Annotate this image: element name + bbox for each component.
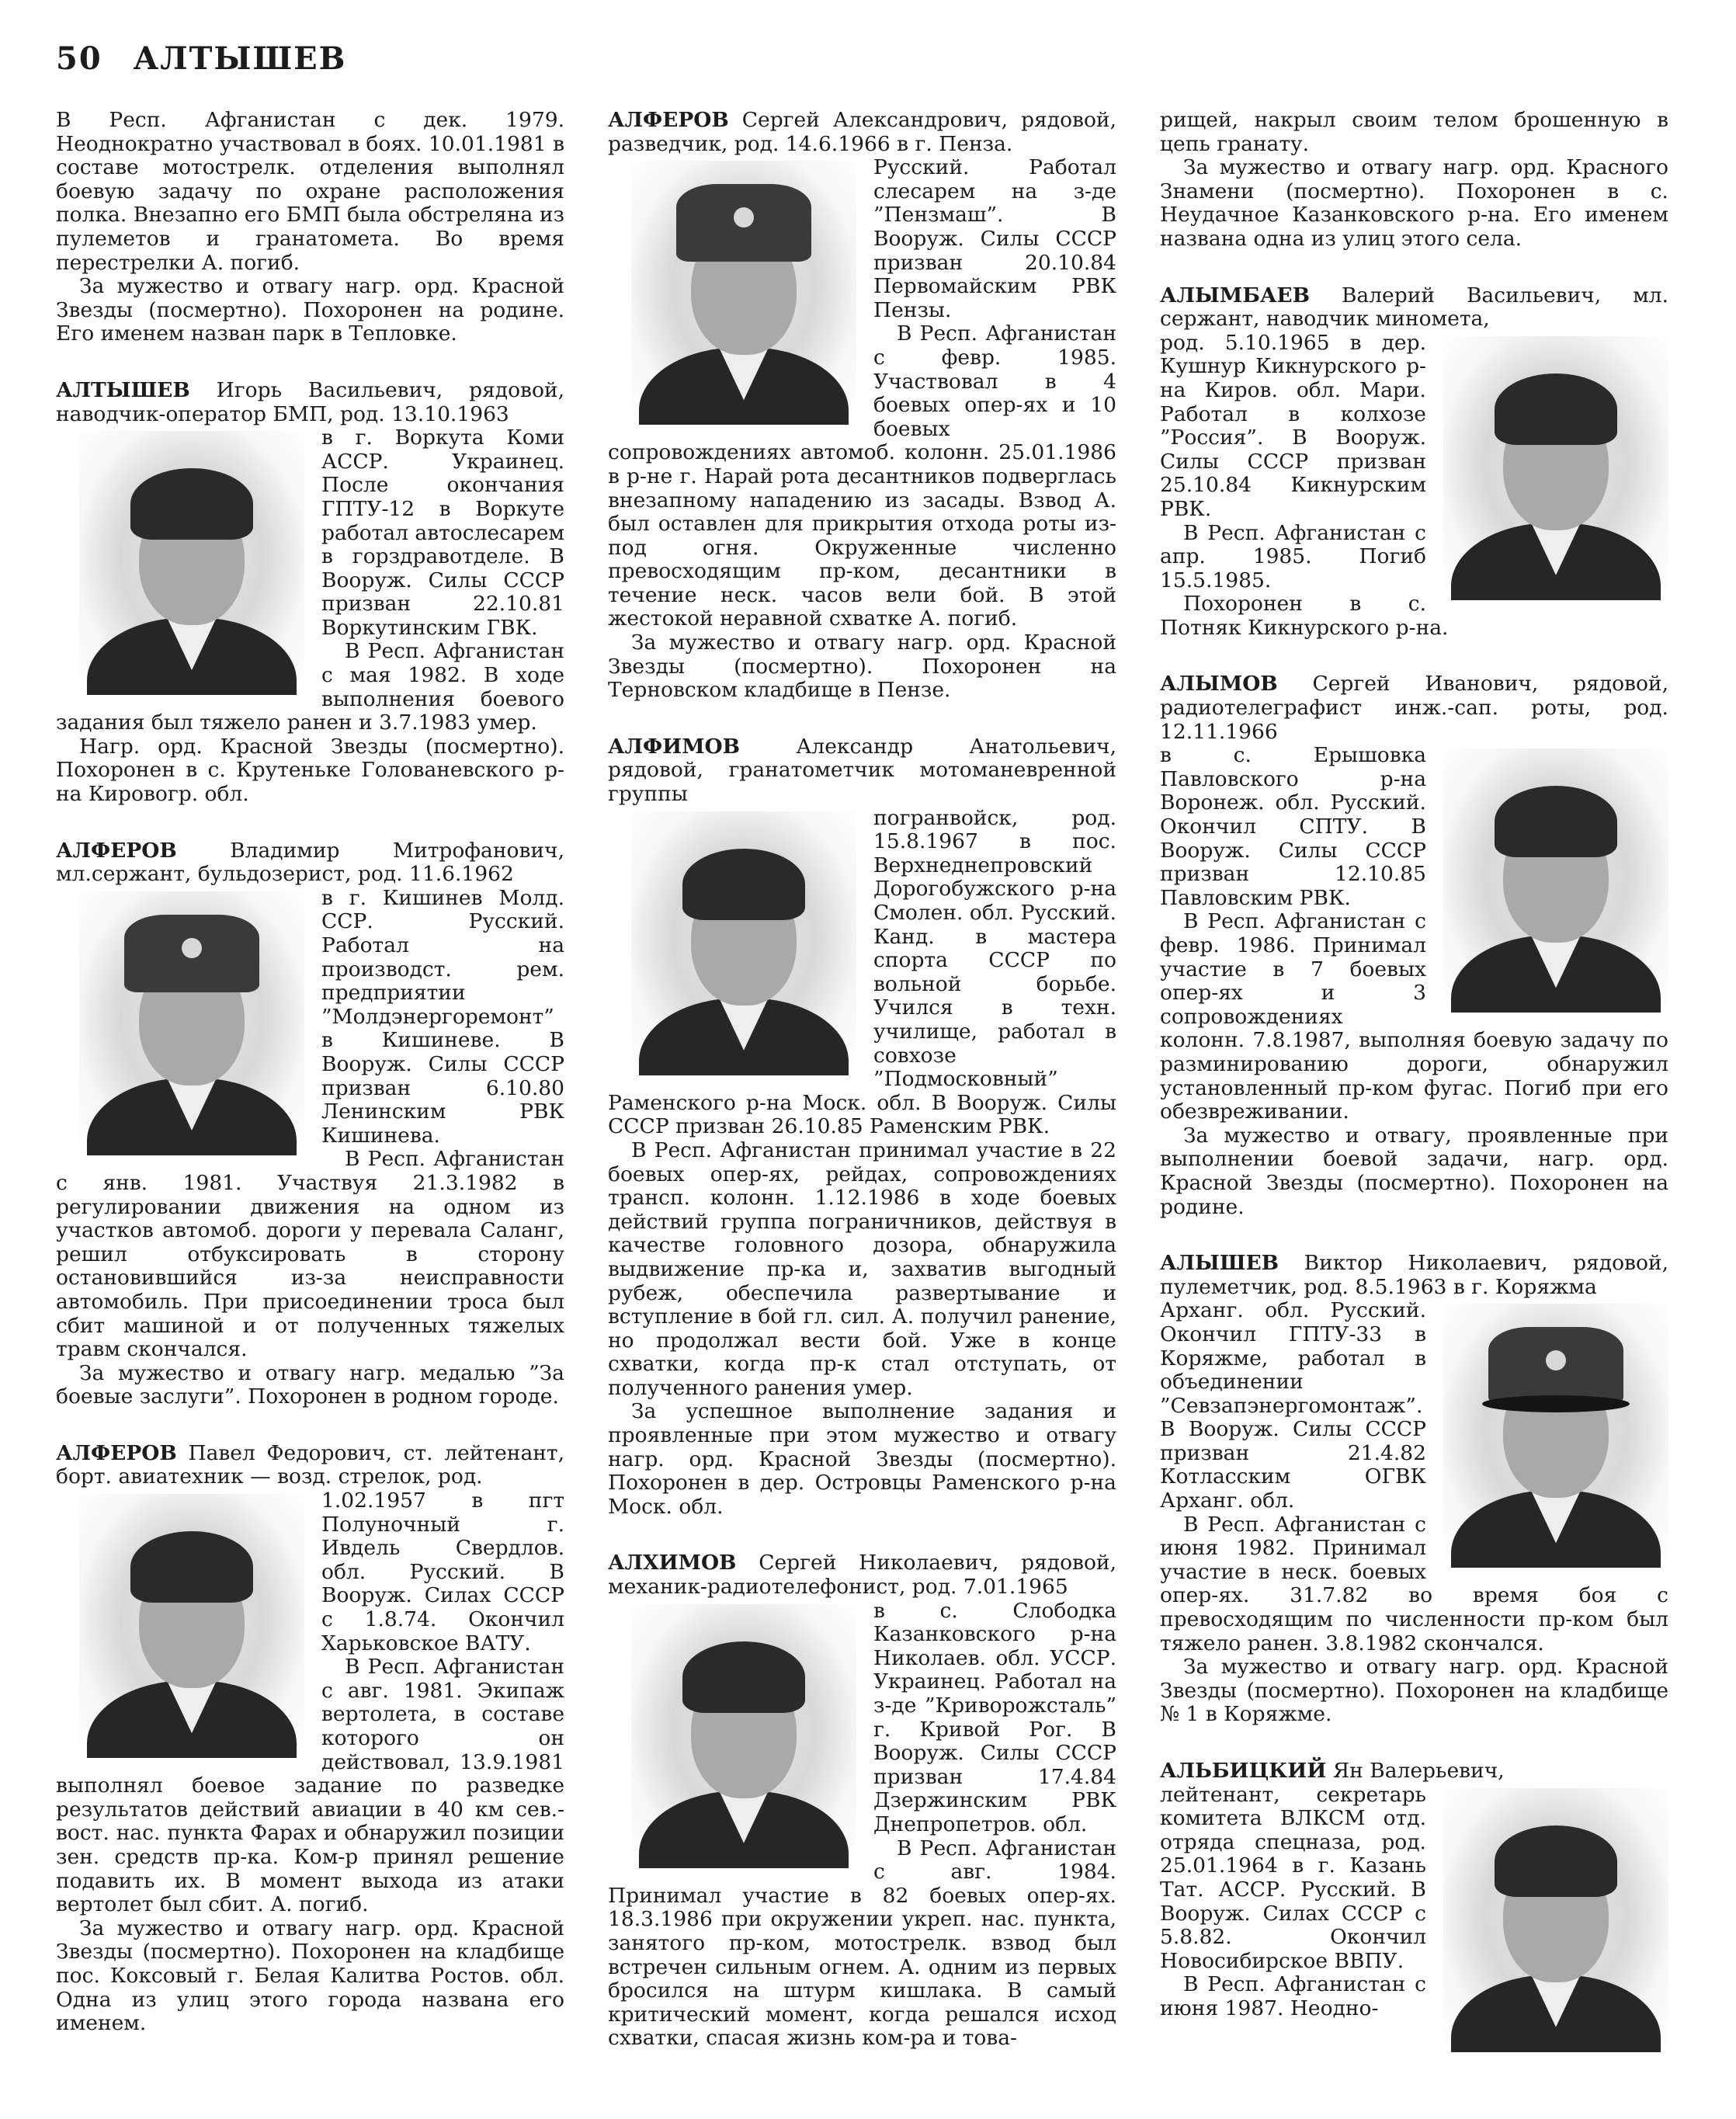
- entry-alymov: [1160, 672, 1668, 1219]
- entry-albitsky: [1160, 1759, 1668, 2021]
- entry-lead: АЛЫМБАЕВ Валерий Васильевич, мл. сержант, наводчик минометa,: [1160, 283, 1668, 332]
- surname: АЛФЕРОВ: [56, 838, 177, 863]
- entry-alymbaev: [1160, 284, 1668, 641]
- entry-lead: АЛФЕРОВ Сергей Александрович, рядовой, разведчик, род. 14.6.1966 в г. Пенза.: [608, 108, 1116, 156]
- surname: АЛЫМБАЕВ: [1160, 283, 1311, 307]
- entry-alkhimov: [608, 1551, 1116, 2050]
- entry-lead: АЛЬБИЦКИЙ Ян Валерьевич,: [1160, 1759, 1505, 1783]
- portrait-photo: [631, 161, 856, 425]
- entry-continuation: [1160, 109, 1668, 252]
- entry-paragraph: Похоронен в с. Потняк Кикнурского р-на.: [1160, 592, 1449, 640]
- entry-lead: АЛФЕРОВ Владимир Митрофанович, мл.сержант, бульдозерист, род. 11.6.1962: [56, 838, 564, 887]
- entry-paragraph: Арханг. обл. Русский. Окончил ГПТУ-33 в Коряжме, работал в объединении ”Севзапэнергомонтаж”. В Вооруж. Силы СССР призван 21.4.82 Котласским ОГВК Арханг. обл.: [1160, 1298, 1426, 1513]
- entry-paragraph: За мужество и отвагу нагр. орд. Красного Знамени (посмертно). Похоронен в с. Неудачное Казанковского р-на. Его именем названа одна из улиц этого села.: [1160, 155, 1668, 251]
- entry-paragraph: В Респ. Афганистан с февр. 1985. Участвовал в 4 боевых опер-ях и 10 боевых сопровождениях автомоб. колонн. 25.01.1986 в р-не г. Нарай рота десантников подверглась внезапному нападению из засады. Взвод А. был оставлен для прикрытия отхода роты из-под огня. Окруженные численно превосходящим пр-ком, десантники в течение неск. часов вели бой. В этой жестокой неравной схватке А. погиб.: [608, 321, 1116, 631]
- entry-paragraph: в с. Слободка Казанковского р-на Николаев. обл. УССР. Украинец. Работал на з-де ”Криворожсталь” г. Кривой Рог. В Вооруж. Силы СССР призван 17.4.84 Дзержинским РВК Днепропетров. обл.: [873, 1598, 1116, 1836]
- entry-paragraph: За мужество и отвагу нагр. орд. Красной Звезды (посмертно). Похоронен на родине. Его именем назван парк в Тепловке.: [56, 274, 564, 346]
- entry-alferov-vladimir: [56, 839, 564, 1409]
- running-head-title: АЛТЫШЕВ: [133, 40, 347, 77]
- entry-paragraph: В Респ. Афганистан с июня 1982. Принимал участие в неск. боевых опер-ях. 31.7.82 во время боя с превосходящим по численности пр-ком был тяжело ранен. 3.8.1982 скончался.: [1160, 1512, 1668, 1655]
- entry-paragraph: В Респ. Афганистан с авг. 1981. Экипаж вертолета, в составе которого он действовал, 13.9.1981 выполнял боевое задание по разведке результатов действий авиации в 40 км сев.-вост. нас. пункта Фарах и обнаружил позиции зен. средств пр-ка. Ком-р принял решение подавить их. В момент выхода из атаки вертолет был сбит. А. погиб.: [56, 1655, 564, 1917]
- column-middle: [608, 109, 1116, 2051]
- surname: АЛХИМОВ: [608, 1551, 737, 1575]
- entry-paragraph: В Респ. Афганистан с мая 1982. В ходе выполнения боевого задания был тяжело ранен и 3.7.1983 умер.: [56, 639, 564, 735]
- portrait-photo: [1443, 1788, 1668, 2052]
- entry-paragraph: В Респ. Афганистан принимал участие в 22 боевых опер-ях, рейдах, сопровождениях трансп. колонн. 1.12.1986 в ходе боевых действий группа пограничников, действуя в качестве головного дозора, обнаружила выдвижение пр-ка и, захватив выгодный рубеж, обеспечила развертывание и вступление в бой гл. сил. А. получил ранение, но продолжал вести бой. Уже в конце схватки, когда пр-к стал отступать, от полученного ранения умер.: [608, 1138, 1116, 1400]
- entry-paragraph: В Респ. Афганистан с июня 1987. Неодно-: [1160, 1972, 1426, 2020]
- entry-paragraph: погранвойск, род. 15.8.1967 в пос. Верхнеднепровский Дорогобужского р-на Смолен. обл. Русский. Канд. в мастера спорта СССР по вольной борьбе. Учился в техн. училище, работал в совхозе ”Подмосковный” Раменского р-на Моск. обл. В Вооруж. Силы СССР призван 26.10.85 Раменским РВК.: [608, 805, 1116, 1139]
- surname: АЛЫМОВ: [1160, 672, 1278, 696]
- entry-continuation: [56, 109, 564, 346]
- entry-lead: АЛТЫШЕВ Игорь Васильевич, рядовой, наводчик-оператор БМП, род. 13.10.1963: [56, 377, 564, 426]
- entry-paragraph: За мужество и отвагу нагр. орд. Красной Звезды (посмертно). Похоронен на кладбище № 1 в Коряжме.: [1160, 1655, 1668, 1727]
- entry-paragraph: в с. Ерышовка Павловского р-на Воронеж. обл. Русский. Окончил СПТУ. В Вооруж. Силы СССР призван 12.10.85 Павловским РВК.: [1160, 743, 1426, 910]
- entry-paragraph: За успешное выполнение задания и проявленные при этом мужество и отвагу нагр. орд. Красной Звезды (посмертно). Похоронен в дер. Островцы Раменского р-на Моск. обл.: [608, 1399, 1116, 1519]
- entry-altyshev: [56, 379, 564, 807]
- entry-paragraph: Русский. Работал слесарем на з-де ”Пензмаш”. В Вооруж. Силы СССР призван 20.10.84 Первомайским РВК Пензы.: [873, 155, 1116, 322]
- running-header: [56, 40, 346, 77]
- entry-paragraph: В Респ. Афганистан с дек. 1979. Неоднократно участвовал в боях. 10.01.1981 в составе мотострелк. отделения выполнял боевую задачу по охране расположения полка. Внезапно его БМП была обстреляна из пулеметов и гранатомета. Во время перестрелки А. погиб.: [56, 108, 564, 275]
- entry-paragraph: За мужество и отвагу нагр. медалью ”За боевые заслуги”. Похоронен в родном городе.: [56, 1360, 564, 1409]
- portrait-photo: [631, 811, 856, 1075]
- portrait-photo: [1443, 749, 1668, 1013]
- entry-paragraph: рищей, накрыл своим телом брошенную в цепь гранату.: [1160, 108, 1668, 156]
- portrait-photo: [79, 431, 304, 695]
- entry-paragraph: в г. Кишинев Молд. ССР. Русский. Работал на производст. рем. предприятии ”Молдэнергоремонт” в Кишиневе. В Вооруж. Силы СССР призван 6.10.80 Ленинским РВК Кишинева.: [321, 885, 564, 1148]
- entry-paragraph: За мужество и отвагу, проявленные при выполнении боевой задачи, нагр. орд. Красной Звезды (посмертно). Похоронен на родине.: [1160, 1123, 1668, 1219]
- portrait-photo: [79, 1494, 304, 1758]
- page-number: 50: [56, 40, 102, 77]
- entry-lead: АЛЫШЕВ Виктор Николаевич, рядовой, пулеметчик, род. 8.5.1963 в г. Коряжма: [1160, 1251, 1668, 1299]
- entry-alfimov: [608, 735, 1116, 1520]
- column-left: [56, 109, 564, 2036]
- entry-alferov-sergey: [608, 109, 1116, 703]
- portrait-photo: [631, 1604, 856, 1868]
- surname: АЛФИМОВ: [608, 734, 741, 759]
- column-right: [1160, 109, 1668, 2058]
- entry-paragraph: В Респ. Афганистан с апр. 1985. Погиб 15.5.1985.: [1160, 520, 1426, 592]
- surname: АЛТЫШЕВ: [56, 377, 190, 402]
- entry-lead: АЛФИМОВ Александр Анатольевич, рядовой, гранатометчик мотоманевренной группы: [608, 734, 1116, 807]
- portrait-photo: [1443, 336, 1668, 600]
- entry-lead: АЛЫМОВ Сергей Иванович, рядовой, радиотелеграфист инж.-сап. роты, род. 12.11.1966: [1160, 672, 1668, 744]
- entry-paragraph: в г. Воркута Коми АССР. Украинец. После окончания ГПТУ-12 в Воркуте работал автослесарем в горздравотделе. В Вооруж. Силы СССР призван 22.10.81 Воркутинским ГВК.: [321, 426, 564, 640]
- entry-paragraph: В Респ. Афганистан с авг. 1984. Принимал участие в 82 боевых опер-ях. 18.3.1986 при окружении укреп. нас. пункта, занятого пр-ком, мотострелк. взвод был встречен сильным огнем. А. одним из первых бросился на штурм кишлака. В самый критический момент, когда решался исход схватки, спасая жизнь ком-ра и това-: [608, 1836, 1116, 2051]
- entry-paragraph: В Респ. Афганистан с февр. 1986. Принимал участие в 7 боевых опер-ях и 3 сопровождениях колонн. 7.8.1987, выполняя боевую задачу по разминированию дороги, обнаружил установленный пр-ком фугас. Погиб при его обезвреживании.: [1160, 909, 1668, 1124]
- surname: АЛФЕРОВ: [608, 108, 729, 132]
- entry-paragraph: За мужество и отвагу нагр. орд. Красной Звезды (посмертно). Похоронен на кладбище пос. Коксовый г. Белая Калитва Ростов. обл. Одна из улиц этого города названа его именем.: [56, 1916, 564, 2036]
- entry-paragraph: Нагр. орд. Красной Звезды (посмертно). Похоронен в с. Крутеньке Голованевского р-на Кировогр. обл.: [56, 734, 564, 807]
- entry-paragraph: лейтенант, секретарь комитета ВЛКСМ отд. отряда спецназа, род. 25.01.1964 в г. Казань Тат. АССР. Русский. В Вооруж. Силах СССР с 5.8.82. Окончил Новосибирское ВВПУ.: [1160, 1782, 1426, 1973]
- surname: АЛЬБИЦКИЙ: [1160, 1759, 1327, 1783]
- surname: АЛФЕРОВ: [56, 1440, 177, 1465]
- portrait-photo: [1443, 1304, 1668, 1568]
- entry-paragraph: 1.02.1957 в пгт Полуночный г. Ивдель Свердлов. обл. Русский. В Вооруж. Силах СССР с 1.8.74. Окончил Харьковское ВАТУ.: [321, 1489, 564, 1655]
- entry-alyshev: [1160, 1252, 1668, 1727]
- entry-paragraph: В Респ. Афганистан с янв. 1981. Участвуя 21.3.1982 в регулировании движения на одном из участков автомоб. дороги у перевала Саланг, решил отбуксировать в сторону остановившийся из-за неисправности автомобиль. При присоединении троса был сбит машиной и от полученных тяжелых травм скончался.: [56, 1147, 564, 1362]
- entry-lead: АЛХИМОВ Сергей Николаевич, рядовой, механик-радиотелефонист, род. 7.01.1965: [608, 1551, 1116, 1600]
- entry-paragraph: За мужество и отвагу нагр. орд. Красной Звезды (посмертно). Похоронен на Терновском кладбище в Пензе.: [608, 630, 1116, 703]
- entry-lead: АЛФЕРОВ Павел Федорович, ст. лейтенант, борт. авиатехник — возд. стрелок, род.: [56, 1440, 564, 1489]
- entry-alferov-pavel: [56, 1442, 564, 2036]
- entry-paragraph: род. 5.10.1965 в дер. Кушнур Кикнурского р-на Киров. обл. Мари. Работал в колхозе ”Россия”. В Вооруж. Силы СССР призван 25.10.84 Кикнурским РВК.: [1160, 330, 1426, 521]
- surname: АЛЫШЕВ: [1160, 1251, 1279, 1276]
- portrait-photo: [79, 891, 304, 1155]
